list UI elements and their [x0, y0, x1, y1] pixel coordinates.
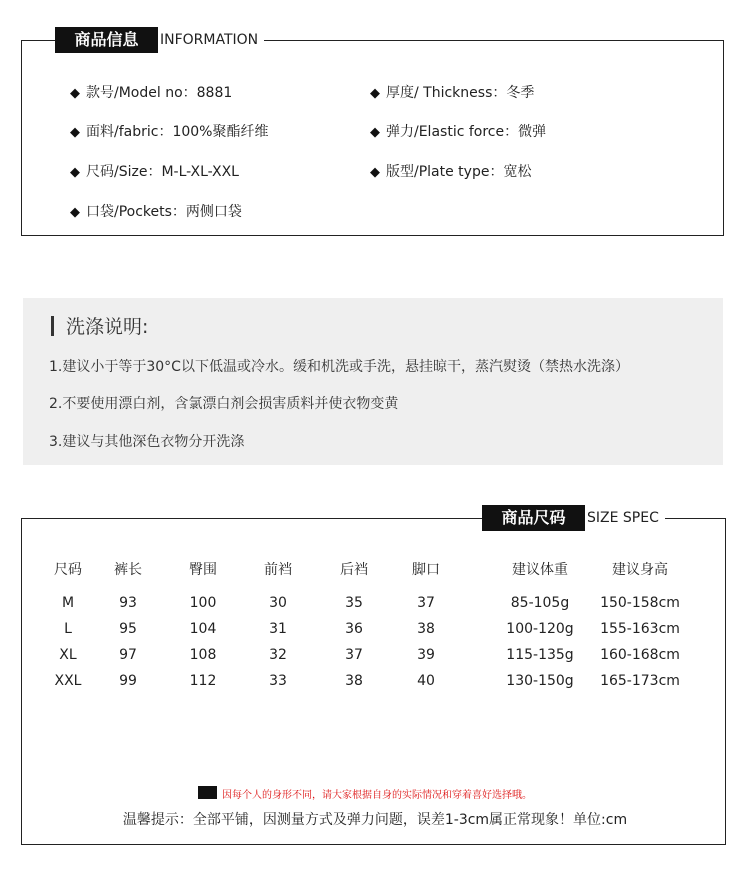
size-header-cell: 后裆	[340, 562, 368, 578]
diamond-bullet-icon: ◆	[370, 86, 380, 101]
washing-instructions-panel	[23, 298, 723, 465]
size-table-cell: 37	[417, 595, 435, 611]
size-table-cell: 130-150g	[506, 673, 574, 689]
size-table-cell: 99	[119, 673, 137, 689]
size-table-cell: 100-120g	[506, 621, 574, 637]
size-table-cell: 40	[417, 673, 435, 689]
size-table-cell: L	[64, 621, 72, 637]
diamond-bullet-icon: ◆	[70, 86, 80, 101]
size-table-cell: 85-105g	[510, 595, 570, 611]
diamond-bullet-icon: ◆	[70, 125, 80, 140]
size-table-cell: 155-163cm	[600, 621, 680, 637]
size-table-cell: 39	[417, 647, 435, 663]
info-item-plate-type: ◆ 版型/Plate type：宽松	[370, 164, 532, 180]
size-table-cell: 112	[189, 673, 217, 689]
wash-line-2: 2.不要使用漂白剂，含氯漂白剂会损害质料并使衣物变黄	[49, 396, 399, 412]
diamond-bullet-icon: ◆	[70, 165, 80, 180]
info-item-size: ◆ 尺码/Size：M-L-XL-XXL	[70, 164, 239, 180]
size-header-cell: 建议身高	[612, 562, 668, 578]
info-item-elastic: ◆ 弹力/Elastic force：微弹	[370, 124, 547, 140]
info-item-fabric: ◆ 面料/fabric：100%聚酯纤维	[70, 124, 269, 140]
size-table-cell: 165-173cm	[600, 673, 680, 689]
size-table-cell: 31	[269, 621, 287, 637]
diamond-bullet-icon: ◆	[370, 165, 380, 180]
size-table-cell: 100	[189, 595, 217, 611]
size-table-cell: 33	[269, 673, 287, 689]
size-table-cell: 38	[417, 621, 435, 637]
info-item-thickness: ◆ 厚度/ Thickness：冬季	[370, 85, 535, 101]
size-header-cell: 脚口	[412, 562, 440, 578]
size-table-cell: 97	[119, 647, 137, 663]
size-tag-cn: 商品尺码	[482, 505, 585, 531]
info-item-model: ◆ 款号/Model no：8881	[70, 85, 233, 101]
info-tag-cn: 商品信息	[55, 27, 158, 53]
wash-line-3: 3.建议与其他深色衣物分开洗涤	[49, 434, 245, 450]
note-tip-text: 温馨提示：全部平铺，因测量方式及弹力问题，误差1-3cm属正常现象！单位:cm	[122, 812, 628, 828]
size-table-cell: 115-135g	[506, 647, 574, 663]
info-item-pockets: ◆ 口袋/Pockets：两侧口袋	[70, 204, 242, 220]
size-table-cell: 160-168cm	[600, 647, 680, 663]
size-header-cell: 臀围	[189, 562, 217, 578]
info-tag-en: INFORMATION	[158, 27, 264, 53]
size-header-cell: 裤长	[114, 562, 142, 578]
title-bar-marker	[51, 316, 54, 336]
note-red-text: 因每个人的身形不同，请大家根据自身的实际情况和穿着喜好选择哦。	[222, 790, 532, 801]
size-table-cell: 37	[345, 647, 363, 663]
size-table-cell: 36	[345, 621, 363, 637]
note-marker	[198, 786, 217, 799]
wash-line-1: 1.建议小于等于30°C以下低温或冷水。缓和机洗或手洗，悬挂晾干，蒸汽熨烫（禁热水洗涤）	[49, 359, 629, 375]
size-table-cell: 32	[269, 647, 287, 663]
size-table-cell: 104	[189, 621, 217, 637]
size-table-cell: XL	[59, 647, 77, 663]
size-header-cell: 前裆	[264, 562, 292, 578]
wash-title: 洗涤说明:	[51, 312, 148, 339]
size-header-cell: 建议体重	[512, 562, 568, 578]
size-table-cell: 150-158cm	[600, 595, 680, 611]
size-header-cell: 尺码	[54, 562, 82, 578]
size-table-cell: XXL	[54, 673, 82, 689]
diamond-bullet-icon: ◆	[70, 205, 80, 220]
size-tag-en: SIZE SPEC	[585, 505, 665, 531]
size-table-cell: 30	[269, 595, 287, 611]
size-table-cell: 108	[189, 647, 217, 663]
size-table-cell: M	[61, 595, 75, 611]
diamond-bullet-icon: ◆	[370, 125, 380, 140]
size-table-cell: 38	[345, 673, 363, 689]
size-table-cell: 93	[119, 595, 137, 611]
size-table-cell: 95	[119, 621, 137, 637]
size-table-cell: 35	[345, 595, 363, 611]
